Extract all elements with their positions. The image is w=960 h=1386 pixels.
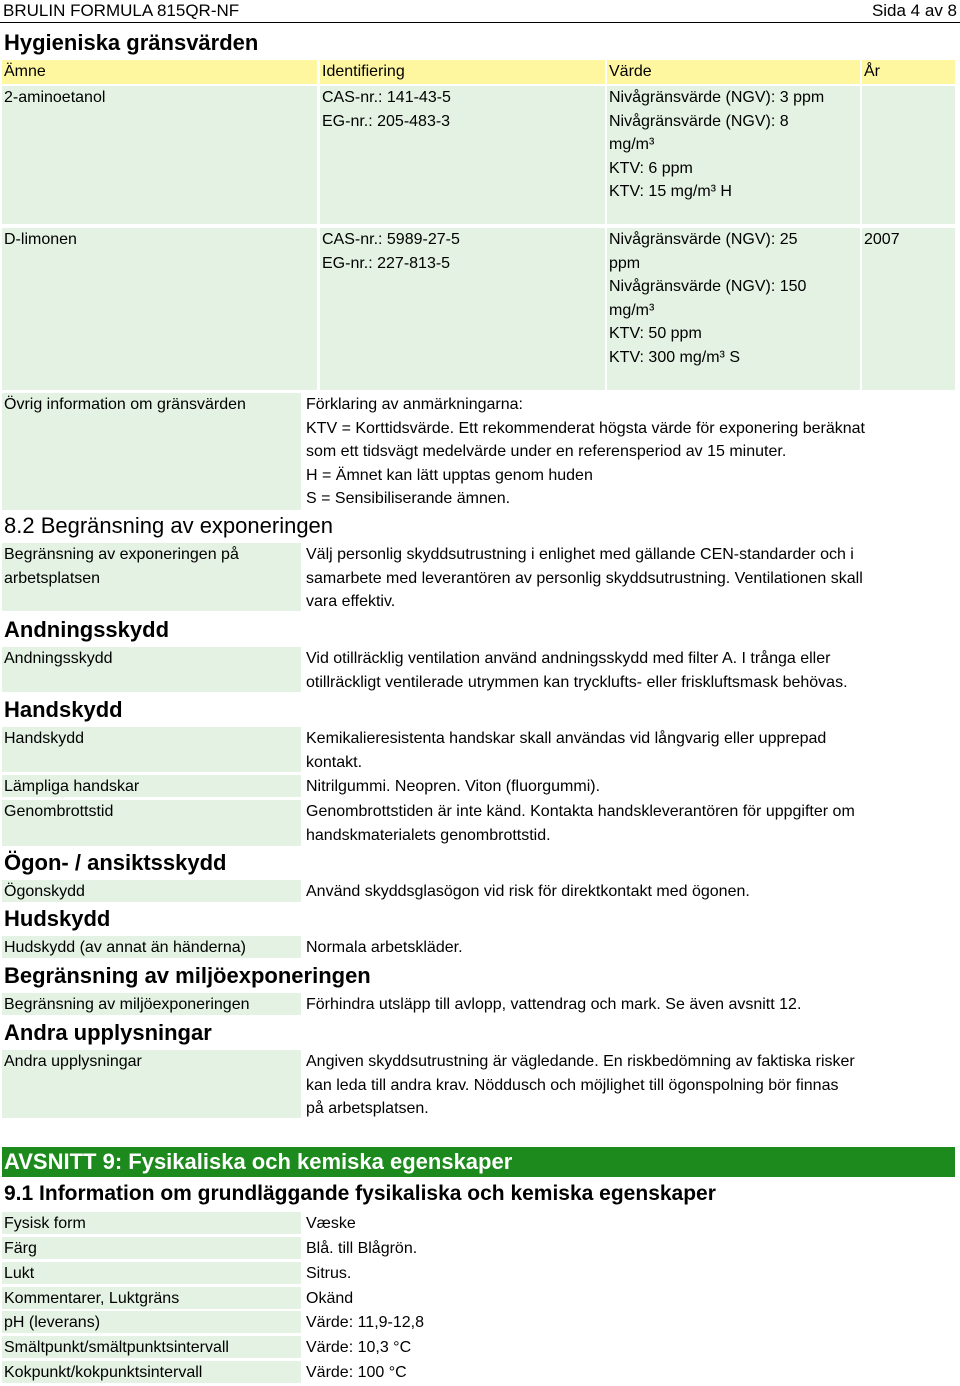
- table-row-values: Nivågränsvärde (NGV): 25 ppm Nivågränsvärde (NGV): 150 mg/m³ KTV: 50 ppm KTV: 300 mg/m³ S: [607, 228, 860, 390]
- table-row-ids: CAS-nr.: 141-43-5 EG-nr.: 205-483-3: [320, 86, 605, 224]
- env-label: Begränsning av miljöexponeringen: [2, 993, 301, 1015]
- prop-value: Värde: 11,9-12,8: [306, 1314, 425, 1331]
- gloves-text: Nitrilgummi. Neopren. Viton (fluorgummi).: [306, 778, 601, 795]
- prop-value: Væske: [306, 1215, 356, 1232]
- breakthrough-text: Genombrottstiden är inte känd. Kontakta handskleverantören för uppgifter om handskmaterialets genombrottstid.: [306, 803, 855, 844]
- prop-label: Fysisk form: [2, 1212, 301, 1234]
- prop-label: Lukt: [2, 1262, 301, 1284]
- respiratory-label: Andningsskydd: [2, 647, 301, 692]
- prop-label: pH (leverans): [2, 1311, 301, 1333]
- other-info-text: Förklaring av anmärkningarna: KTV = Korttidsvärde. Ett rekommenderat högsta värde för exponering beräknat som ett tidsvägt medelvärde under en referensperiod av 15 minuter. H = Ämnet kan lätt upptas genom huden S = Sensibiliserande ämnen.: [306, 396, 865, 507]
- hand-text: Kemikalieresistenta handskar skall användas vid långvarig eller upprepad kontakt.: [306, 730, 827, 771]
- table-row-year: 2007: [862, 228, 955, 390]
- respiratory-heading: Andningsskydd: [4, 617, 170, 642]
- prop-label: Kokpunkt/kokpunktsintervall: [2, 1361, 301, 1383]
- prop-label: Färg: [2, 1237, 301, 1259]
- limits-title: Hygieniska gränsvärden: [4, 30, 259, 55]
- prop-value: Blå. till Blågrön.: [306, 1240, 418, 1257]
- col-header-year: År: [862, 60, 955, 84]
- prop-value: Värde: 10,3 °C: [306, 1339, 412, 1356]
- table-row-ids: CAS-nr.: 5989-27-5 EG-nr.: 227-813-5: [320, 228, 605, 390]
- exposure-title: 8.2 Begränsning av exponeringen: [4, 513, 334, 538]
- col-header-substance: Ämne: [2, 60, 317, 84]
- other-heading: Andra upplysningar: [4, 1020, 212, 1045]
- gloves-label: Lämpliga handskar: [2, 775, 301, 797]
- product-name: BRULIN FORMULA 815QR-NF: [3, 1, 240, 20]
- eye-heading: Ögon- / ansiktsskydd: [4, 850, 227, 875]
- other-label: Andra upplysningar: [2, 1050, 301, 1118]
- table-row-values: Nivågränsvärde (NGV): 3 ppm Nivågränsvärde (NGV): 8 mg/m³ KTV: 6 ppm KTV: 15 mg/m³ H: [607, 86, 860, 224]
- page-header: [0, 0, 960, 23]
- table-row-substance: 2-aminoetanol: [2, 86, 317, 224]
- skin-heading: Hudskydd: [4, 906, 111, 931]
- env-heading: Begränsning av miljöexponeringen: [4, 963, 371, 988]
- prop-label: Kommentarer, Luktgräns: [2, 1287, 301, 1309]
- table-row-year: [862, 86, 955, 224]
- table-row-substance: D-limonen: [2, 228, 317, 390]
- skin-text: Normala arbetskläder.: [306, 939, 463, 956]
- eye-text: Använd skyddsglasögon vid risk för direktkontakt med ögonen.: [306, 883, 750, 900]
- env-text: Förhindra utsläpp till avlopp, vattendrag och mark. Se även avsnitt 12.: [306, 996, 802, 1013]
- other-info-label: Övrig information om gränsvärden: [2, 393, 301, 510]
- section-9-bar: AVSNITT 9: Fysikaliska och kemiska egenskaper: [2, 1147, 955, 1177]
- prop-label: Smältpunkt/smältpunktsintervall: [2, 1336, 301, 1358]
- prop-value: Sitrus.: [306, 1265, 352, 1282]
- col-header-value: Värde: [607, 60, 860, 84]
- prop-value: Okänd: [306, 1290, 354, 1307]
- section-9-1-title: 9.1 Information om grundläggande fysikaliska och kemiska egenskaper: [4, 1182, 716, 1205]
- respiratory-text: Vid otillräcklig ventilation använd andningsskydd med filter A. I trånga eller otillräckligt ventilerade utrymmen kan trycklufts- eller friskluftsmask behövas.: [306, 650, 848, 691]
- eye-label: Ögonskydd: [2, 880, 301, 902]
- hand-label: Handskydd: [2, 727, 301, 772]
- page-number: Sida 4 av 8: [871, 1, 957, 20]
- prop-value: Värde: 100 °C: [306, 1364, 407, 1381]
- col-header-id: Identifiering: [320, 60, 605, 84]
- other-text: Angiven skyddsutrustning är vägledande. En riskbedömning av faktiska risker kan leda till andra krav. Nöddusch och möjlighet till ögonspolning bör finnas på arbetsplatsen.: [306, 1053, 855, 1117]
- workplace-label: Begränsning av exponeringen på arbetsplatsen: [2, 543, 301, 611]
- breakthrough-label: Genombrottstid: [2, 800, 301, 846]
- skin-label: Hudskydd (av annat än händerna): [2, 936, 301, 958]
- hand-heading: Handskydd: [4, 697, 123, 722]
- workplace-text: Välj personlig skyddsutrustning i enlighet med gällande CEN-standarder och i samarbete med leverantören av personlig skyddsutrustning. Ventilationen skall vara effektiv.: [306, 546, 863, 610]
